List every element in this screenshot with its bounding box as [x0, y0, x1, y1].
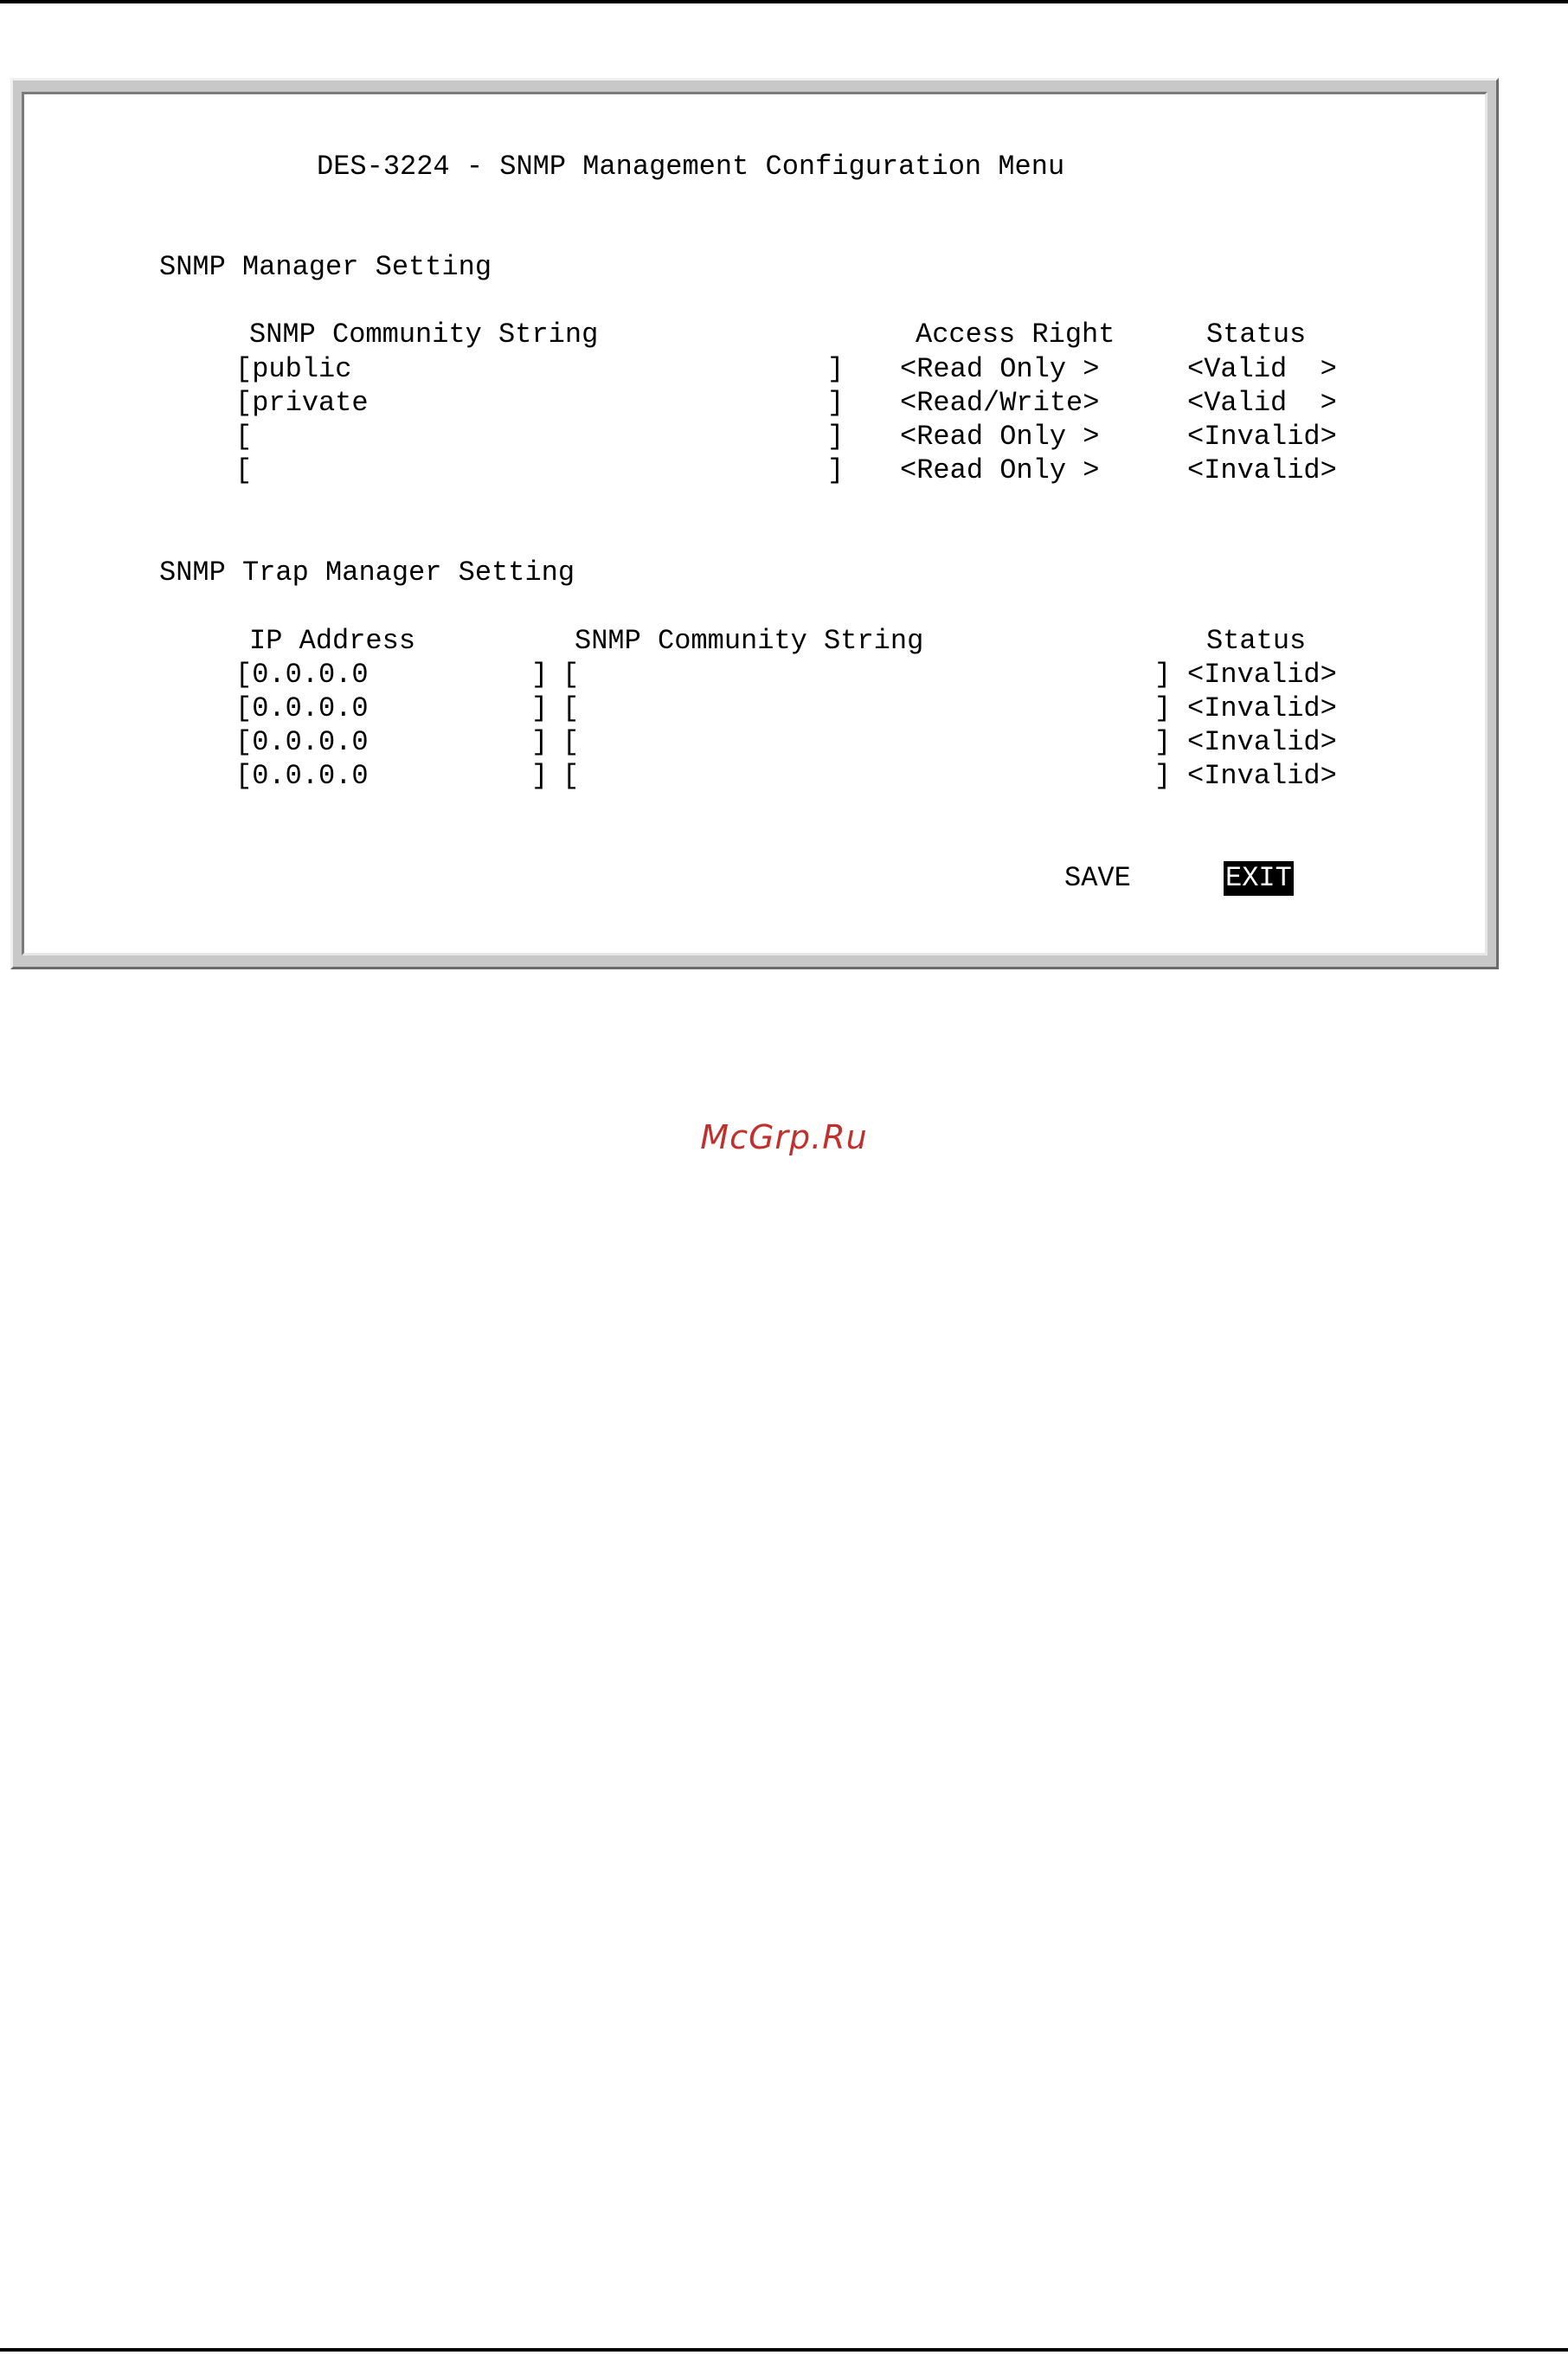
trap-status-toggle-2[interactable]: <Invalid>: [1187, 692, 1337, 724]
trap-community-field-3[interactable]: [: [562, 726, 580, 758]
menu-title: DES-3224 - SNMP Management Configuration Menu: [317, 151, 1065, 183]
console-window: [10, 78, 1499, 969]
manager-community-field-1[interactable]: [public: [235, 353, 352, 385]
trap-community-close-1: ]: [1154, 659, 1172, 691]
manager-community-close-1: ]: [827, 353, 845, 385]
manager-access-toggle-1[interactable]: <Read Only >: [900, 353, 1100, 385]
trap-ip-close-4: ]: [531, 760, 549, 792]
trap-ip-field-4[interactable]: [0.0.0.0: [235, 760, 369, 792]
trap-ip-field-1[interactable]: [0.0.0.0: [235, 659, 369, 691]
manager-col-access: Access Right: [916, 319, 1115, 351]
bottom-rule: [0, 2348, 1568, 2352]
trap-community-field-1[interactable]: [: [562, 659, 580, 691]
manager-community-field-3[interactable]: [: [235, 421, 253, 453]
watermark: McGrp.Ru: [700, 1118, 868, 1156]
manager-status-toggle-4[interactable]: <Invalid>: [1187, 454, 1337, 486]
manager-section-heading: SNMP Manager Setting: [159, 251, 492, 283]
manager-status-toggle-1[interactable]: <Valid >: [1187, 353, 1337, 385]
trap-col-ip: IP Address: [249, 625, 416, 657]
manager-status-toggle-3[interactable]: <Invalid>: [1187, 421, 1337, 453]
manager-community-close-4: ]: [827, 454, 845, 486]
manager-col-status: Status: [1206, 319, 1307, 351]
trap-ip-close-1: ]: [531, 659, 549, 691]
trap-col-status: Status: [1206, 625, 1307, 657]
trap-status-toggle-3[interactable]: <Invalid>: [1187, 726, 1337, 758]
manager-community-close-3: ]: [827, 421, 845, 453]
exit-button[interactable]: EXIT: [1225, 862, 1292, 894]
manager-status-toggle-2[interactable]: <Valid >: [1187, 387, 1337, 419]
trap-status-toggle-4[interactable]: <Invalid>: [1187, 760, 1337, 792]
console-screen: [22, 92, 1488, 956]
manager-community-field-4[interactable]: [: [235, 454, 253, 486]
top-rule: [0, 0, 1568, 3]
trap-ip-field-2[interactable]: [0.0.0.0: [235, 692, 369, 724]
trap-ip-close-2: ]: [531, 692, 549, 724]
manager-community-field-2[interactable]: [private: [235, 387, 369, 419]
trap-col-community: SNMP Community String: [575, 625, 924, 657]
trap-community-close-2: ]: [1154, 692, 1172, 724]
manager-access-toggle-3[interactable]: <Read Only >: [900, 421, 1100, 453]
trap-status-toggle-1[interactable]: <Invalid>: [1187, 659, 1337, 691]
trap-section-heading: SNMP Trap Manager Setting: [159, 557, 575, 589]
trap-community-field-4[interactable]: [: [562, 760, 580, 792]
trap-community-close-3: ]: [1154, 726, 1172, 758]
trap-ip-close-3: ]: [531, 726, 549, 758]
trap-community-field-2[interactable]: [: [562, 692, 580, 724]
save-button[interactable]: SAVE: [1064, 862, 1131, 894]
manager-community-close-2: ]: [827, 387, 845, 419]
manager-access-toggle-2[interactable]: <Read/Write>: [900, 387, 1100, 419]
manager-access-toggle-4[interactable]: <Read Only >: [900, 454, 1100, 486]
trap-community-close-4: ]: [1154, 760, 1172, 792]
manager-col-community: SNMP Community String: [249, 319, 599, 351]
trap-ip-field-3[interactable]: [0.0.0.0: [235, 726, 369, 758]
